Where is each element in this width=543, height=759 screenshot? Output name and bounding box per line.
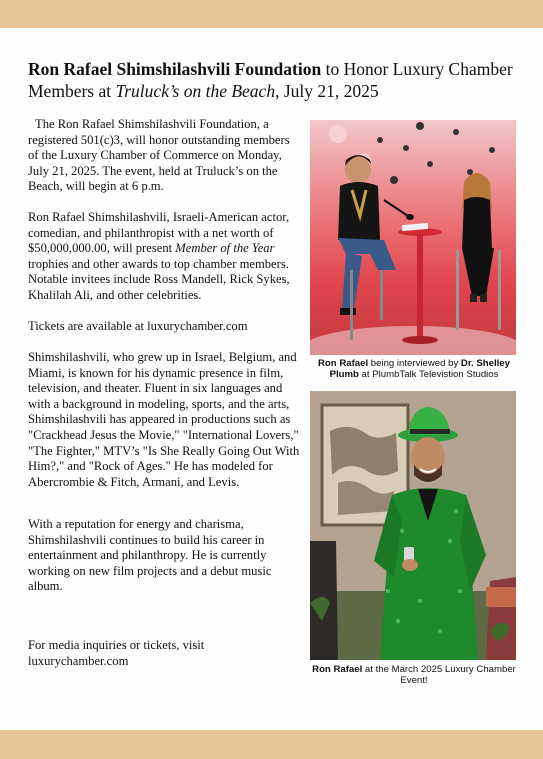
- interview-photo: [310, 120, 516, 355]
- headline-foundation-name: Ron Rafael Shimshilashvili Foundation: [28, 59, 322, 79]
- interview-photo-illustration: [310, 120, 516, 355]
- headline-text: to Honor Luxury Chamber Members at: [28, 59, 513, 101]
- event-photo-illustration: [310, 391, 516, 660]
- paragraph-presenter: [28, 210, 300, 304]
- event-photo-caption: [312, 664, 516, 686]
- headline-venue: Truluck’s on the Beach: [115, 81, 276, 101]
- caption-text: at the March 2025 Luxury Chamber Event!: [362, 664, 516, 686]
- headline-date: , July 21, 2025: [275, 81, 379, 101]
- paragraph-biography: Shimshilashvili, who grew up in Israel, Belgium, and Miami, is known for his dynamic presence in film, television, and theater. Fluent in six languages and with a background in modeling, sports, and the arts, Shimshilashvili has appeared in productions such as "Crackhead Jesus the Movie," "International Lovers," "The Fighter," MTV’s "Is She Really Going Out With Him?," and "Rock of Ages." He has modeled for Abercrombie & Fitch, Armani, and Levis.: [28, 350, 300, 489]
- presenter-text-continued: trophies and other awards to top chamber members. Notable invitees include Ross Mandell, Rick Sykes, Khalilah Ali, and other celebrities.: [28, 256, 290, 302]
- caption-name: Ron Rafael: [312, 664, 363, 675]
- presenter-text: Ron Rafael Shimshilashvili, Israeli-American actor, comedian, and philanthropist with a net worth of $50,000,000.00, will present: [28, 210, 290, 256]
- caption-interviewer: Dr. Shelley Plumb: [329, 358, 510, 380]
- award-name: Member of the Year: [175, 241, 275, 256]
- caption-name: Ron Rafael: [318, 358, 369, 369]
- caption-text: being interviewed by: [368, 358, 461, 369]
- caption-studio: at PlumbTalk Televistion Studios: [358, 369, 499, 380]
- paragraph-career: With a reputation for energy and charisma, Shimshilashvili continues to build his career in entertainment and philanthropy. He is currently working on new film projects and a debut music album.: [28, 517, 272, 594]
- bottom-color-band: [0, 730, 543, 759]
- paragraph-announcement: The Ron Rafael Shimshilashvili Foundation, a registered 501(c)3, will honor outstanding members of the Luxury Chamber of Commerce on Monday, July 21, 2025. The event, held at Truluck’s on the Beach, will begin at 6 p.m.: [28, 117, 290, 194]
- paragraph-tickets: Tickets are available at luxurychamber.com: [28, 319, 248, 333]
- interview-photo-caption: [312, 358, 516, 380]
- headline: [28, 58, 518, 102]
- event-photo: [310, 391, 516, 660]
- paragraph-media-inquiries: For media inquiries or tickets, visit luxurychamber.com: [28, 638, 205, 668]
- top-color-band: [0, 0, 543, 28]
